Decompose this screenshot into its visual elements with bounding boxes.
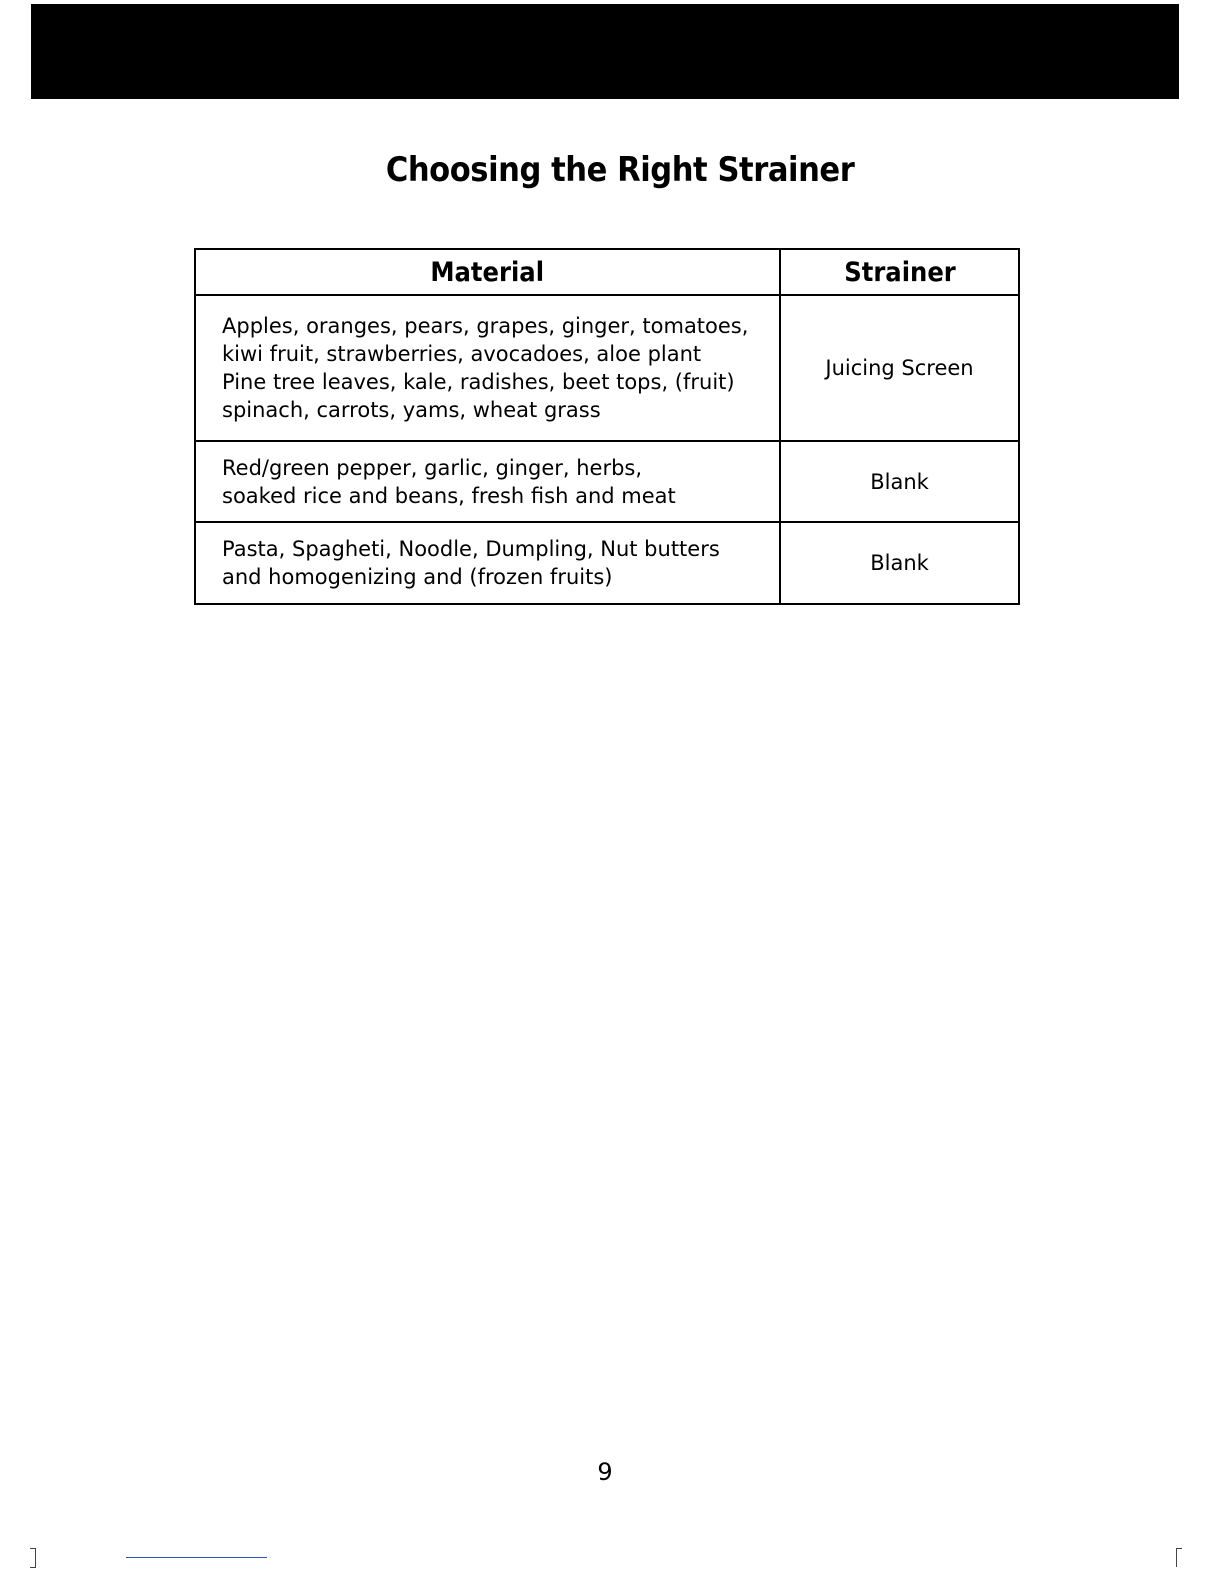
table-row bbox=[195, 441, 1019, 522]
header-bar bbox=[31, 4, 1179, 99]
right-crop-mark bbox=[1176, 1548, 1182, 1567]
material-cell: Apples, oranges, pears, grapes, ginger, tomatoes, kiwi fruit, strawberries, avocadoes, aloe plant Pine tree leaves, kale, radishes, beet tops, (fruit) spinach, carrots, yams, wheat grass bbox=[195, 295, 780, 441]
strainer-cell: Juicing Screen bbox=[780, 295, 1019, 441]
strainer-cell: Blank bbox=[780, 441, 1019, 522]
material-column-header: Material bbox=[195, 249, 780, 295]
strainer-column-header: Strainer bbox=[780, 249, 1019, 295]
table-row bbox=[195, 295, 1019, 441]
material-cell: Pasta, Spagheti, Noodle, Dumpling, Nut butters and homogenizing and (frozen fruits) bbox=[195, 522, 780, 604]
strainer-table bbox=[194, 248, 1020, 605]
left-crop-mark bbox=[30, 1548, 36, 1568]
page-number: 9 bbox=[597, 1458, 613, 1486]
table-row bbox=[195, 522, 1019, 604]
table-header-row bbox=[195, 249, 1019, 295]
page-title: Choosing the Right Strainer bbox=[385, 150, 855, 190]
strainer-cell: Blank bbox=[780, 522, 1019, 604]
footer-rule bbox=[126, 1557, 267, 1558]
material-cell: Red/green pepper, garlic, ginger, herbs, soaked rice and beans, fresh fish and meat bbox=[195, 441, 780, 522]
